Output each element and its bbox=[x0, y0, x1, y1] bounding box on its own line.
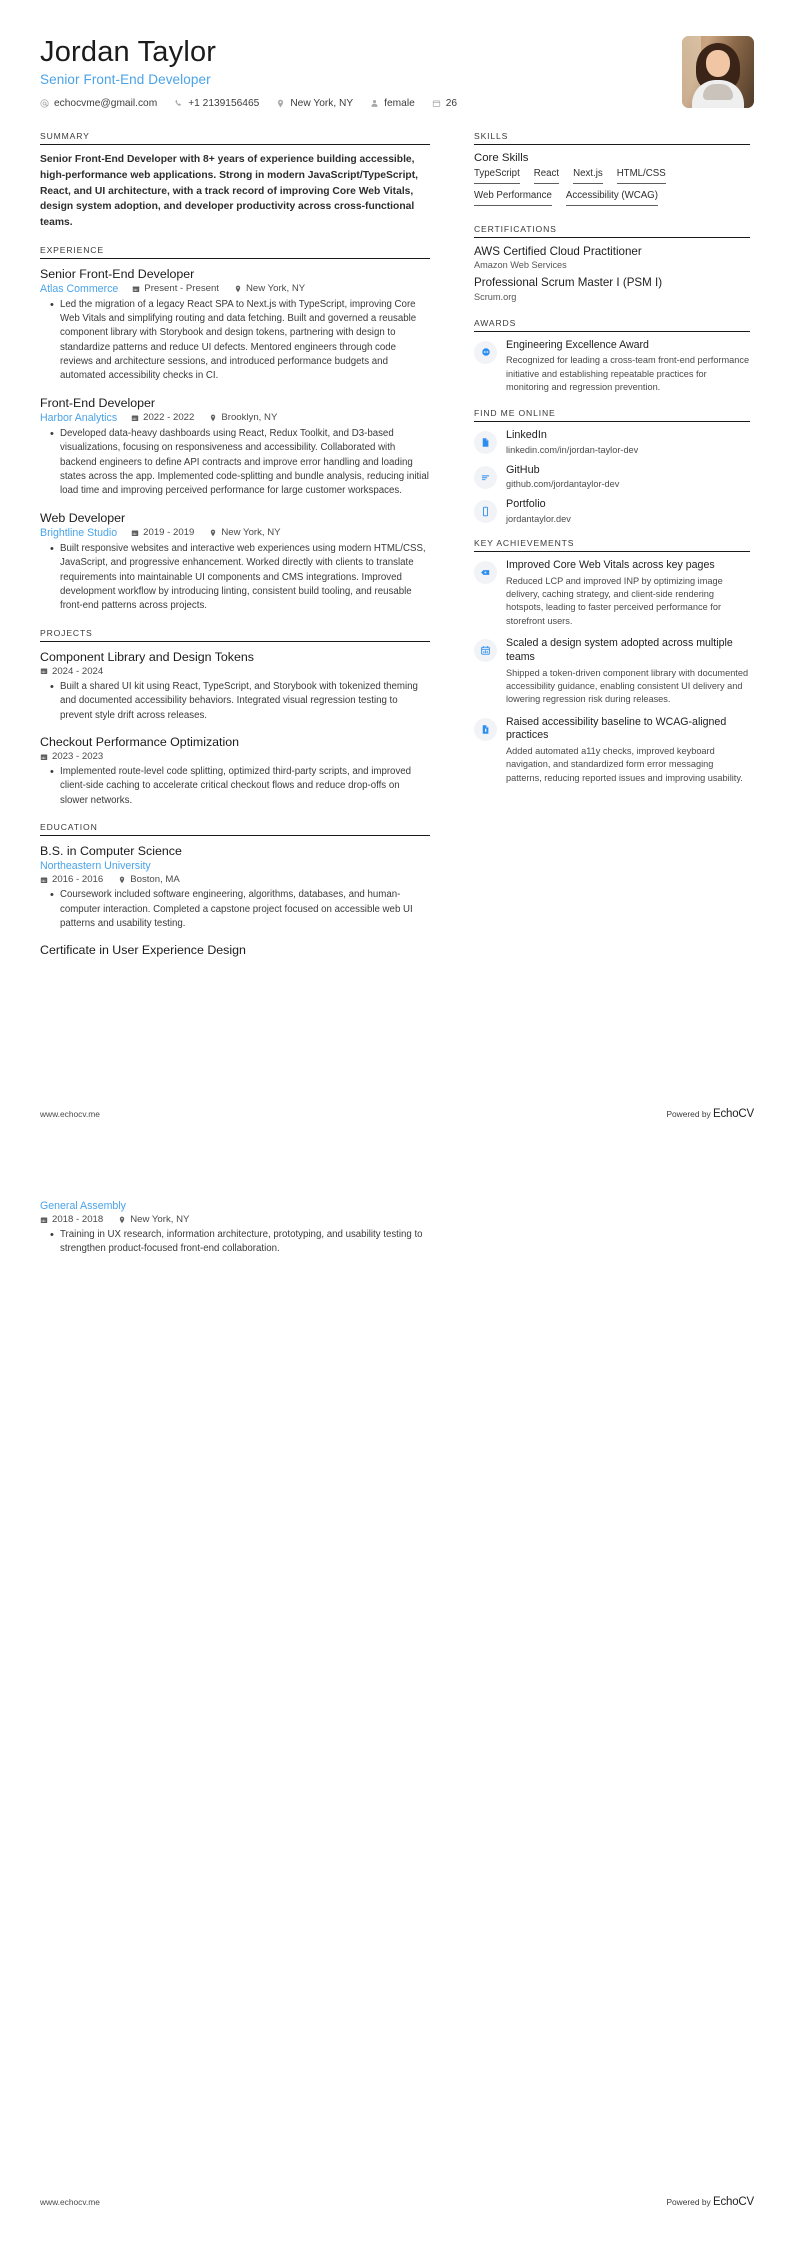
section-rule bbox=[40, 641, 430, 642]
section-rule bbox=[40, 835, 430, 836]
project-dates-text: 2023 - 2023 bbox=[52, 751, 104, 762]
online-link-body bbox=[506, 464, 750, 489]
online-link-label: LinkedIn bbox=[506, 429, 547, 442]
achievement-item bbox=[474, 716, 750, 786]
calendar-icon bbox=[40, 876, 48, 884]
achievement-description: Shipped a token-driven component library with documented accessibility guidance, enabling consistent UI delivery and lowering regression risk during releases. bbox=[506, 667, 749, 705]
achievement-description: Added automated a11y checks, improved keyboard navigation, and standardized form error messaging patterns, reducing reported issues and improving usability. bbox=[506, 746, 743, 783]
summary-text: Senior Front-End Developer with 8+ years of experience building accessible, high-performance web applications. Strong in modern JavaScript/TypeScript, React, and UI architecture, with a track record of improving Core Web Vitals, design system adoption, and developer productivity across cross-functional teams. bbox=[40, 154, 419, 228]
achievement-item bbox=[474, 637, 750, 707]
left-column bbox=[40, 131, 430, 972]
experience-location bbox=[234, 283, 305, 294]
education-continuation bbox=[40, 1200, 430, 1268]
education-dates bbox=[40, 1214, 103, 1225]
list-item: • Led the migration of a legacy React SPA to Next.js with TypeScript, improving Core Web Vitals and simplifying routing and data fetching. Built and governed a reusable component library with Storybook and design tokens, partnering with design to standardize patterns and reduce UI defects. Mentored engineers through code reviews and architecture sessions, and introduced performance budgets and automated accessibility checks in CI. bbox=[52, 298, 430, 384]
experience-entry bbox=[40, 266, 430, 384]
experience-role: Front-End Developer bbox=[40, 395, 156, 410]
education-location-text: Boston, MA bbox=[130, 874, 180, 886]
section-title-summary: SUMMARY bbox=[40, 131, 90, 142]
project-dates-text: 2024 - 2024 bbox=[52, 665, 104, 677]
online-link-github[interactable] bbox=[474, 464, 750, 489]
section-projects bbox=[40, 628, 430, 808]
experience-location bbox=[209, 412, 277, 423]
section-rule bbox=[474, 421, 750, 422]
experience-meta bbox=[40, 283, 430, 295]
award-medal-icon bbox=[474, 341, 497, 364]
certification-item bbox=[474, 245, 750, 270]
certification-issuer: Amazon Web Services bbox=[474, 260, 567, 271]
award-description: Recognized for leading a cross-team front-end performance initiative and establishing repeatable practices for monitoring and regression prevention. bbox=[506, 355, 750, 393]
experience-dates-text: Present - Present bbox=[144, 283, 219, 295]
project-name: Component Library and Design Tokens bbox=[40, 649, 254, 664]
contact-gender-text: female bbox=[384, 98, 415, 110]
section-rule bbox=[474, 551, 750, 552]
section-title-certifications: CERTIFICATIONS bbox=[474, 223, 557, 234]
online-link-url[interactable]: linkedin.com/in/jordan-taylor-dev bbox=[506, 444, 639, 455]
list-item: • Developed data-heavy dashboards using React, Redux Toolkit, and D3-based visualizations, focusing on responsiveness and accessibility. Collaborated with backend engineers to define API contracts and improve error handling and loading states across the app. Implemented code-splitting and bundle analysis, reducing initial load time and improving perceived performance for large customer workspaces. bbox=[52, 427, 430, 499]
experience-bullets bbox=[40, 427, 430, 499]
education-location bbox=[118, 1214, 189, 1225]
experience-meta bbox=[40, 527, 430, 539]
experience-organization[interactable]: Atlas Commerce bbox=[40, 282, 119, 295]
skill-chip: TypeScript bbox=[474, 169, 520, 184]
project-bullets bbox=[40, 765, 430, 808]
email-icon bbox=[40, 99, 49, 108]
online-link-body bbox=[506, 498, 750, 523]
education-school[interactable]: General Assembly bbox=[40, 1200, 126, 1212]
footer-website[interactable]: www.echocv.me bbox=[40, 2197, 100, 2207]
achievement-title: Improved Core Web Vitals across key pages bbox=[506, 558, 715, 571]
project-entry bbox=[40, 734, 430, 808]
experience-location-text: Brooklyn, NY bbox=[221, 412, 278, 424]
footer-powered-prefix: Powered by bbox=[666, 1109, 713, 1119]
section-title-find-me-online: FIND ME ONLINE bbox=[474, 408, 556, 419]
achievement-body bbox=[506, 559, 750, 628]
award-body bbox=[506, 339, 750, 395]
online-link-label: GitHub bbox=[506, 463, 540, 476]
section-summary bbox=[40, 131, 430, 230]
project-entry bbox=[40, 649, 430, 723]
contact-row bbox=[40, 98, 682, 109]
achievement-body bbox=[506, 716, 750, 786]
certification-name: AWS Certified Cloud Practitioner bbox=[474, 244, 642, 258]
calendar-icon bbox=[432, 99, 441, 108]
project-meta bbox=[40, 666, 430, 677]
skill-row bbox=[474, 191, 750, 206]
page-title: Jordan Taylor bbox=[40, 36, 217, 68]
project-bullets bbox=[40, 680, 430, 723]
contact-age-text: 26 bbox=[445, 98, 458, 110]
education-bullets bbox=[40, 1228, 430, 1257]
location-pin-icon bbox=[209, 529, 217, 537]
list-item: • Built a shared UI kit using React, TypeScript, and Storybook with tokenized theming and documented accessibility behaviors. Integrated visual regression testing to prevent style drift across releases. bbox=[52, 680, 430, 723]
list-item: • Training in UX research, information architecture, prototyping, and usability testing to strengthen product-focused front-end collaboration. bbox=[52, 1228, 430, 1257]
experience-bullets bbox=[40, 542, 430, 614]
achievement-title: Scaled a design system adopted across multiple teams bbox=[506, 637, 733, 663]
online-link-body bbox=[506, 429, 750, 454]
resume-columns bbox=[0, 109, 794, 972]
experience-location bbox=[209, 527, 280, 538]
footer-powered-by bbox=[666, 1108, 754, 1120]
section-education bbox=[40, 822, 430, 958]
online-link-url[interactable]: github.com/jordantaylor-dev bbox=[506, 479, 620, 490]
footer-powered-prefix: Powered by bbox=[666, 2197, 713, 2207]
experience-dates bbox=[131, 527, 194, 538]
phone-icon bbox=[174, 99, 183, 108]
section-certifications bbox=[474, 224, 750, 302]
project-dates bbox=[40, 751, 103, 762]
experience-organization[interactable]: Harbor Analytics bbox=[40, 411, 118, 424]
section-rule bbox=[474, 144, 750, 145]
section-title-awards: AWARDS bbox=[474, 317, 517, 328]
section-rule bbox=[40, 258, 430, 259]
education-location bbox=[118, 874, 180, 885]
certification-item bbox=[474, 276, 750, 301]
experience-location-text: New York, NY bbox=[245, 283, 306, 295]
calendar-icon bbox=[40, 753, 48, 761]
experience-entry bbox=[40, 395, 430, 499]
calendar-icon bbox=[131, 529, 139, 537]
contact-phone-text: +1 2139156465 bbox=[188, 98, 260, 110]
contact-age bbox=[432, 98, 457, 109]
calendar-icon bbox=[40, 667, 48, 675]
education-dates-text: 2016 - 2016 bbox=[52, 874, 104, 886]
certification-issuer: Scrum.org bbox=[474, 291, 517, 302]
section-skills bbox=[474, 131, 750, 205]
education-dates-text: 2018 - 2018 bbox=[52, 1214, 104, 1225]
online-link-url[interactable]: jordantaylor.dev bbox=[506, 513, 571, 524]
contact-location bbox=[276, 98, 353, 109]
section-experience bbox=[40, 245, 430, 614]
skill-chip: Web Performance bbox=[474, 191, 552, 206]
section-rule bbox=[474, 331, 750, 332]
section-title-education: EDUCATION bbox=[40, 822, 98, 833]
experience-role: Senior Front-End Developer bbox=[40, 266, 195, 281]
location-pin-icon bbox=[276, 99, 285, 108]
location-pin-icon bbox=[209, 414, 217, 422]
education-entry bbox=[40, 942, 430, 958]
experience-dates bbox=[132, 283, 219, 294]
page-footer-1 bbox=[40, 1108, 754, 1120]
section-rule bbox=[40, 144, 430, 145]
person-icon bbox=[370, 99, 379, 108]
footer-website[interactable]: www.echocv.me bbox=[40, 1109, 100, 1119]
achievement-item bbox=[474, 559, 750, 628]
contact-location-text: New York, NY bbox=[290, 98, 354, 110]
calendar-icon bbox=[132, 285, 140, 293]
mobile-phone-icon bbox=[474, 500, 497, 523]
contact-email[interactable] bbox=[40, 98, 157, 109]
section-key-achievements bbox=[474, 538, 750, 785]
online-link-label: Portfolio bbox=[506, 498, 546, 511]
online-link-portfolio[interactable] bbox=[474, 498, 750, 523]
footer-powered-by bbox=[666, 2196, 754, 2208]
section-title-key-achievements: KEY ACHIEVEMENTS bbox=[474, 537, 575, 548]
experience-bullets bbox=[40, 298, 430, 384]
experience-role: Web Developer bbox=[40, 510, 126, 525]
experience-dates bbox=[131, 412, 194, 423]
contact-gender bbox=[370, 98, 415, 109]
footer-brand-name: EchoCV bbox=[713, 1108, 754, 1120]
section-title-experience: EXPERIENCE bbox=[40, 244, 104, 255]
location-pin-icon bbox=[234, 285, 242, 293]
resume-header bbox=[0, 0, 794, 109]
page-footer-2 bbox=[40, 2196, 754, 2208]
education-meta bbox=[40, 1214, 430, 1225]
achievement-description: Reduced LCP and improved INP by optimizing image delivery, caching strategy, and client-side rendering hotspots, leading to faster perceived performance for storefront users. bbox=[506, 575, 723, 626]
achievement-body bbox=[506, 637, 750, 707]
education-degree: B.S. in Computer Science bbox=[40, 844, 182, 859]
file-badge-icon bbox=[474, 718, 497, 741]
award-name: Engineering Excellence Award bbox=[506, 338, 649, 351]
education-bullets bbox=[40, 888, 430, 931]
award-item bbox=[474, 339, 750, 395]
location-pin-icon bbox=[118, 1216, 126, 1224]
project-name: Checkout Performance Optimization bbox=[40, 734, 240, 749]
calendar-chart-icon bbox=[474, 639, 497, 662]
list-item: • Built responsive websites and interactive web experiences using modern HTML/CSS, JavaScript, and progressive enhancement. Worked directly with clients to translate requirements into maintainable UI components and CMS integrations. Improved development workflow by introducing linting, consistent build tooling, and reusable front-end patterns across projects. bbox=[52, 542, 430, 614]
education-school[interactable]: Northeastern University bbox=[40, 860, 151, 873]
calendar-icon bbox=[131, 414, 139, 422]
list-item: • Implemented route-level code splitting, optimized third-party scripts, and improved client-side caching to accelerate critical checkout flows and reduce drop-offs on slower networks. bbox=[52, 765, 430, 808]
education-location-text: New York, NY bbox=[130, 1214, 190, 1225]
job-title: Senior Front-End Developer bbox=[40, 72, 211, 88]
skill-chip: HTML/CSS bbox=[617, 169, 666, 184]
tag-icon bbox=[474, 561, 497, 584]
skill-chip: Accessibility (WCAG) bbox=[566, 191, 658, 206]
education-meta bbox=[40, 874, 430, 885]
certification-name: Professional Scrum Master I (PSM I) bbox=[474, 276, 663, 290]
section-title-skills: SKILLS bbox=[474, 131, 509, 142]
section-find-me-online bbox=[474, 408, 750, 523]
footer-brand-name: EchoCV bbox=[713, 2196, 754, 2208]
section-awards bbox=[474, 318, 750, 395]
location-pin-icon bbox=[118, 876, 126, 884]
education-entry bbox=[40, 1200, 430, 1257]
project-meta bbox=[40, 751, 430, 762]
contact-phone[interactable] bbox=[174, 98, 259, 109]
skill-row bbox=[474, 169, 750, 184]
project-dates bbox=[40, 666, 103, 677]
skills-group-label: Core Skills bbox=[474, 152, 529, 165]
experience-dates-text: 2019 - 2019 bbox=[143, 527, 195, 539]
skill-chip: React bbox=[534, 169, 559, 184]
experience-location-text: New York, NY bbox=[221, 527, 281, 539]
section-rule bbox=[474, 237, 750, 238]
avatar bbox=[682, 36, 754, 108]
list-lines-icon bbox=[474, 466, 497, 489]
experience-dates-text: 2022 - 2022 bbox=[143, 412, 195, 424]
document-icon bbox=[474, 431, 497, 454]
experience-organization[interactable]: Brightline Studio bbox=[40, 526, 118, 539]
header-text-block bbox=[40, 34, 682, 109]
education-degree: Certificate in User Experience Design bbox=[40, 943, 246, 958]
achievement-title: Raised accessibility baseline to WCAG-aligned practices bbox=[506, 715, 727, 742]
education-entry bbox=[40, 843, 430, 931]
skill-chip: Next.js bbox=[573, 169, 603, 184]
experience-entry bbox=[40, 510, 430, 614]
online-link-linkedin[interactable] bbox=[474, 429, 750, 454]
skill-rows bbox=[474, 169, 750, 205]
experience-meta bbox=[40, 412, 430, 424]
education-dates bbox=[40, 874, 103, 885]
list-item: • Coursework included software engineering, algorithms, databases, and human-computer interaction. Completed a capstone project focused on accessible web UI patterns and usability testing. bbox=[52, 888, 430, 931]
calendar-icon bbox=[40, 1216, 48, 1224]
contact-email-text: echocvme@gmail.com bbox=[54, 98, 158, 110]
section-title-projects: PROJECTS bbox=[40, 627, 93, 638]
right-column bbox=[474, 131, 750, 799]
